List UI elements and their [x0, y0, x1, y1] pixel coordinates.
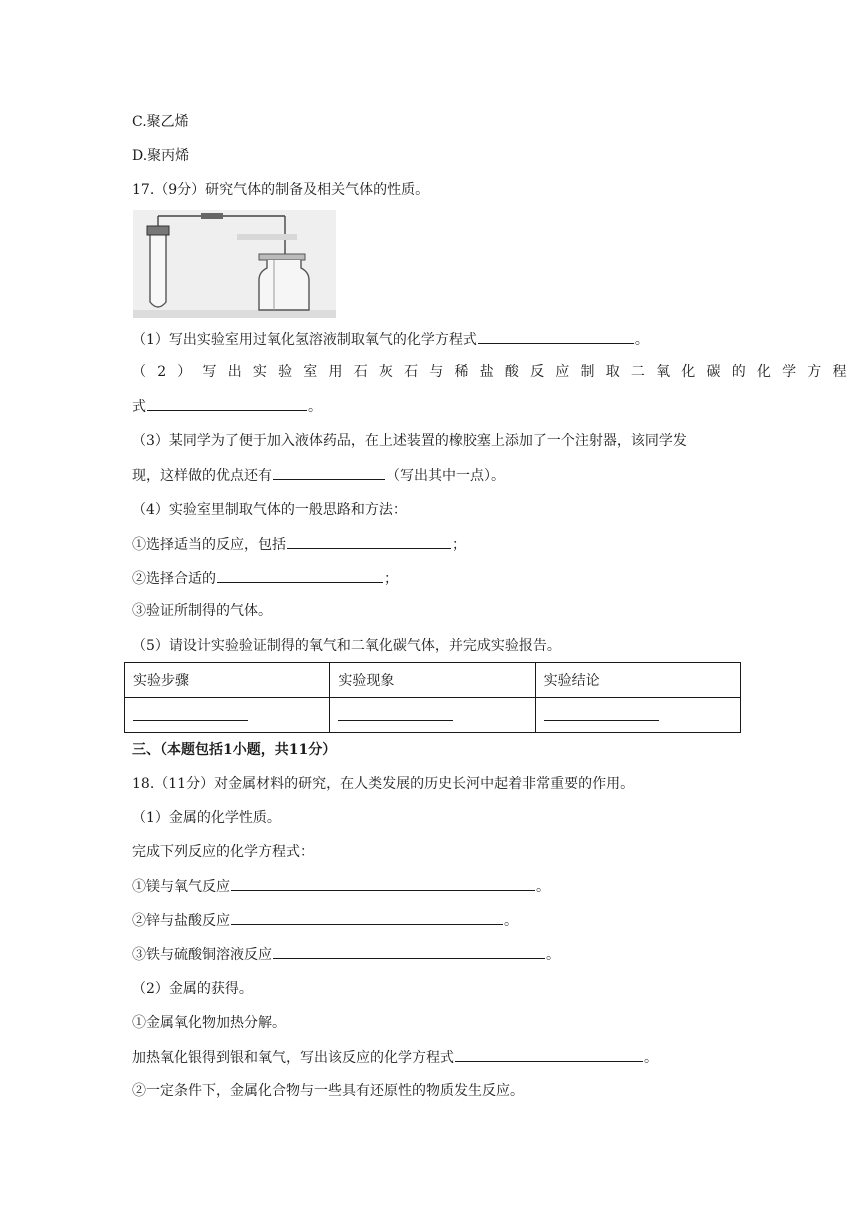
method-1-question: 加热氧化银得到银和氧气，写出该反应的化学方程式 。	[132, 1047, 658, 1068]
answer-blank-17-2[interactable]	[147, 396, 307, 411]
question-18-title: 18.（11分）对金属材料的研究，在人类发展的历史长河中起着非常重要的作用。	[132, 776, 635, 792]
option-d: D.聚丙烯	[132, 148, 190, 164]
method-2: ②一定条件下，金属化合物与一些具有还原性的物质发生反应。	[132, 1083, 524, 1099]
section-3-heading: 三、（本题包括1小题，共11分）	[132, 742, 337, 758]
answer-blank-steps[interactable]	[133, 706, 248, 721]
q17-step2: ②选择合适的 ；	[132, 568, 398, 589]
gas-apparatus-figure	[133, 210, 336, 318]
table-row	[125, 698, 741, 733]
q17-part2-line1: （2）写出实验室用石灰石与稀盐酸反应制取二氧化碳的化学方程	[132, 364, 858, 380]
q17-part3-line2: 现，这样做的优点还有 （写出其中一点）。	[132, 465, 505, 486]
method-1: ①金属氧化物加热分解。	[132, 1015, 286, 1031]
answer-blank-conclusion[interactable]	[544, 706, 659, 721]
header-steps: 实验步骤	[125, 663, 330, 698]
q17-part3-line1: （3）某同学为了便于加入液体药品，在上述装置的橡胶塞上添加了一个注射器，该同学发	[132, 433, 687, 449]
q18-instruction: 完成下列反应的化学方程式：	[132, 844, 314, 860]
experiment-report-table	[124, 662, 741, 733]
q17-part5: （5）请设计实验验证制得的氧气和二氧化碳气体，并完成实验报告。	[132, 638, 561, 654]
answer-blank-17-3[interactable]	[273, 465, 385, 480]
answer-blank-step1[interactable]	[287, 534, 451, 549]
answer-blank-17-1[interactable]	[478, 329, 634, 344]
reaction-2: ②锌与盐酸反应 。	[132, 910, 518, 931]
answer-blank-m1[interactable]	[455, 1047, 643, 1062]
q18-part1: （1）金属的化学性质。	[132, 810, 281, 826]
answer-blank-r1[interactable]	[231, 876, 535, 891]
option-c: C.聚乙烯	[132, 114, 189, 130]
q17-part4: （4）实验室里制取气体的一般思路和方法：	[132, 502, 407, 518]
header-conclusion: 实验结论	[535, 663, 740, 698]
answer-blank-step2[interactable]	[217, 568, 383, 583]
q17-part2-line2: 式 。	[132, 396, 322, 417]
table-header-row	[125, 663, 741, 698]
question-17-title: 17.（9分）研究气体的制备及相关气体的性质。	[132, 182, 430, 198]
answer-blank-r2[interactable]	[231, 910, 503, 925]
q17-step3: ③验证所制得的气体。	[132, 603, 272, 619]
q18-part2: （2）金属的获得。	[132, 981, 253, 997]
q17-part1: （1）写出实验室用过氧化氢溶液制取氧气的化学方程式 。	[132, 329, 649, 350]
reaction-1: ①镁与氧气反应 。	[132, 876, 550, 897]
q17-step1: ①选择适当的反应，包括 ；	[132, 534, 466, 555]
answer-blank-phenomena[interactable]	[338, 706, 453, 721]
answer-blank-r3[interactable]	[273, 944, 545, 959]
header-phenomena: 实验现象	[330, 663, 535, 698]
reaction-3: ③铁与硫酸铜溶液反应 。	[132, 944, 560, 965]
